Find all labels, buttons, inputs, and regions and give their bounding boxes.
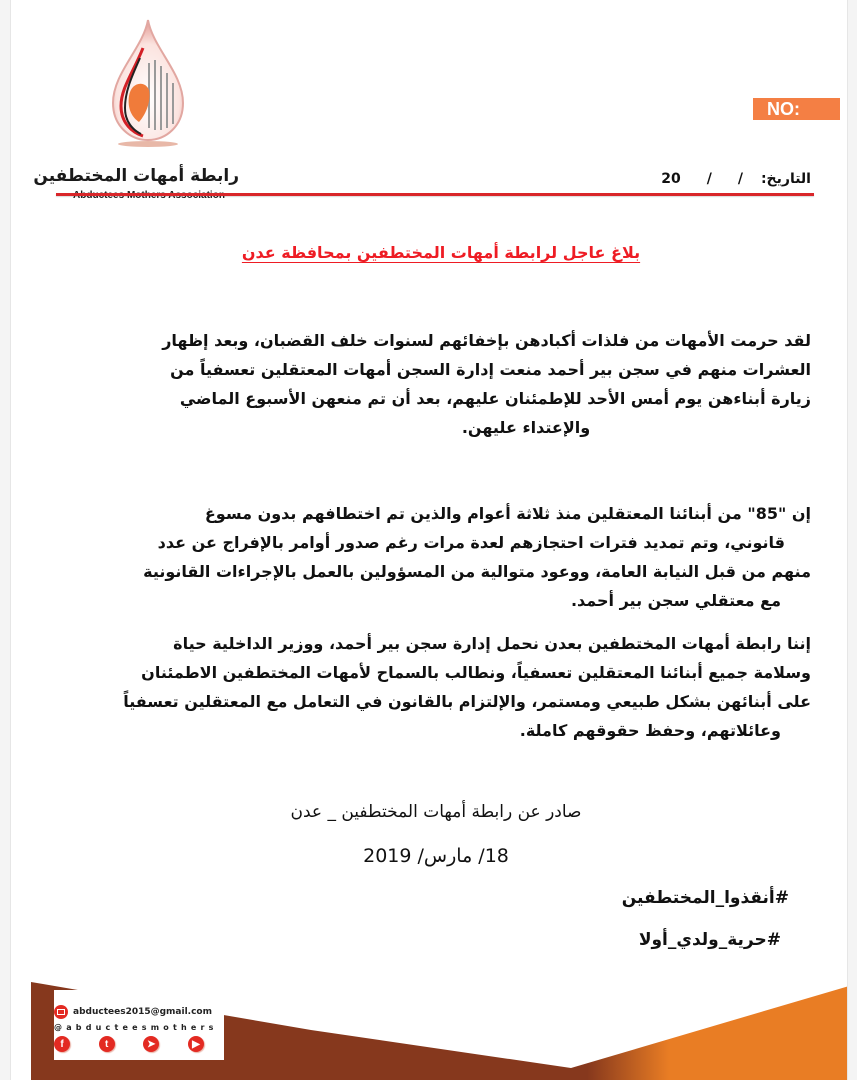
header-divider (56, 193, 814, 196)
paragraph-line: وسلامة جميع أبنائنا المعتقلين تعسفياً، ونطالب بالسماح لأمهات المختطفين الاطمئنان (141, 663, 811, 682)
email-row (54, 1004, 224, 1020)
paragraph-line: زيارة أبناءهن يوم أمس الأحد للإطمئنان عليهم، بعد أن تم منعهن الأسبوع الماضي (179, 389, 811, 408)
paragraph-line: إننا رابطة أمهات المختطفين بعدن نحمل إدارة سجن بير أحمد، ووزير الداخلية حياة (173, 634, 811, 653)
paragraph-line: وعائلاتهم، وحفظ حقوقهم كاملة. (519, 721, 781, 740)
social-links (54, 1036, 204, 1052)
document-number-field: NO: (753, 98, 840, 120)
facebook-icon[interactable]: f (54, 1036, 70, 1052)
email-icon (54, 1005, 68, 1019)
document-page (10, 0, 848, 1080)
document-title: بلاغ عاجل لرابطة أمهات المختطفين بمحافظة عدن (241, 243, 641, 262)
paragraph-3 (81, 629, 811, 745)
hashtag: #أنقذوا_المختطفين (621, 888, 789, 908)
paragraph-line: على أبنائهن بشكل طبيعي ومستمر، والإلتزام بالقانون في التعامل مع المعتقلين تعسفياً (123, 692, 811, 711)
paragraph-line: والإعتداء عليهن. (461, 418, 591, 437)
date-separator: / (706, 171, 712, 187)
youtube-icon[interactable]: ▶ (188, 1036, 204, 1052)
contact-info (54, 990, 224, 1060)
paragraph-line: مع معتقلي سجن بير أحمد. (570, 591, 781, 610)
paragraph-1 (91, 326, 811, 442)
paragraph-2 (91, 499, 811, 615)
date-label: التاريخ: (760, 171, 811, 187)
social-handle[interactable]: @abducteesmothers (54, 1023, 218, 1032)
drop-emblem-icon (103, 18, 193, 148)
date-separator: / (737, 171, 743, 187)
organization-logo (33, 18, 243, 188)
email-address[interactable]: abductees2015@gmail.com (73, 1007, 212, 1017)
paragraph-line: لقد حرمت الأمهات من فلذات أكبادهن بإخفائهم لسنوات خلف القضبان، وبعد إظهار (162, 331, 811, 350)
paragraph-line: إن "85" من أبنائنا المعتقلين منذ ثلاثة أعوام والذين تم اختطافهم بدون مسوغ (204, 504, 811, 523)
hashtag: #حرية_ولدي_أولا (638, 930, 781, 950)
date-year-prefix: 20 (661, 171, 681, 187)
date-field (641, 168, 811, 190)
telegram-icon[interactable]: ➤ (143, 1036, 159, 1052)
twitter-icon[interactable]: t (99, 1036, 115, 1052)
issue-date: 18/ مارس/ 2019 (363, 845, 509, 867)
issuer-signature: صادر عن رابطة أمهات المختطفين _ عدن (290, 802, 582, 822)
paragraph-line: منهم من قبل النيابة العامة، ووعود متوالية من المسؤولين بالعمل بالإجراءات القانونية (143, 562, 811, 581)
paragraph-line: العشرات منهم في سجن بير أحمد منعت إدارة السجن أمهات المعتقلين تعسفياً من (170, 360, 811, 379)
organization-name-arabic: رابطة أمهات المختطفين (33, 166, 239, 186)
paragraph-line: قانوني، وتم تمديد فترات احتجازهم لعدة مرات رغم صدور أوامر بالإفراج عن عدد (157, 533, 785, 552)
